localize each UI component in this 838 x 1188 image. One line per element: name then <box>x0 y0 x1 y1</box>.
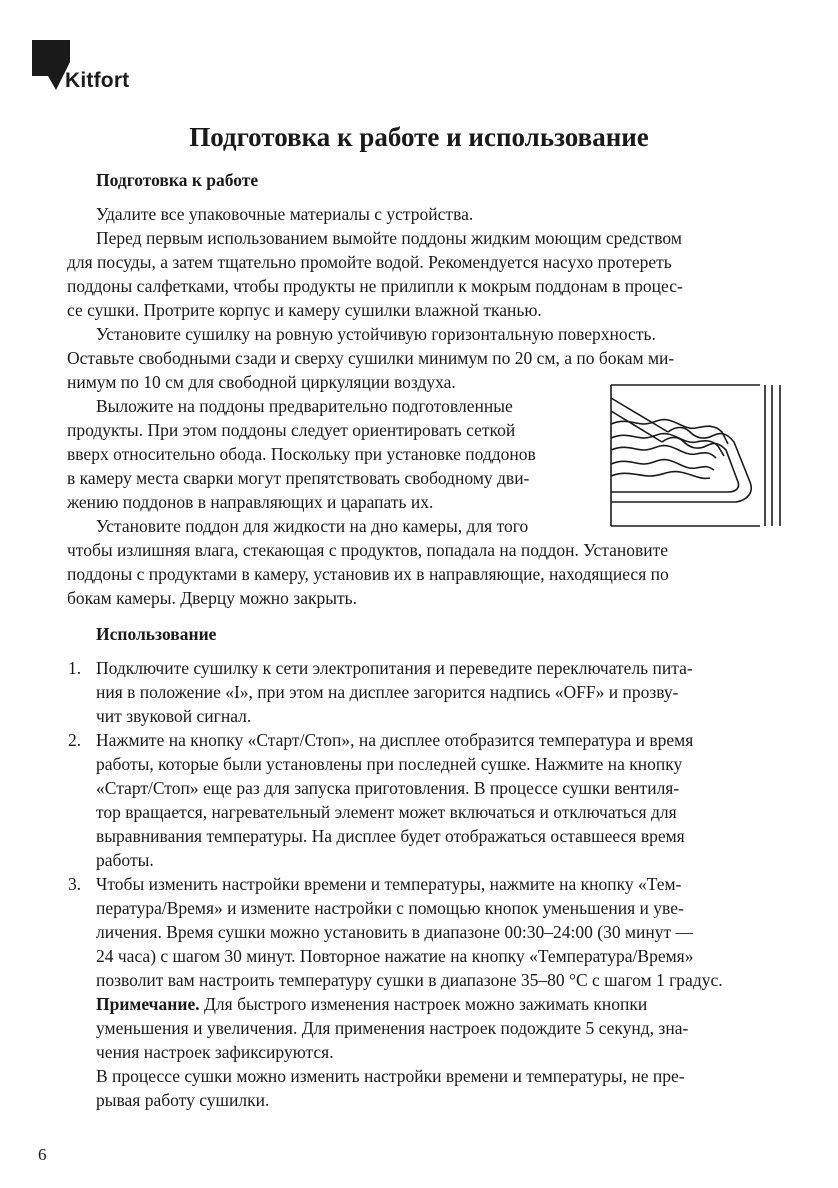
text-line: тор вращается, нагревательный элемент может включаться и отключаться для <box>96 802 677 822</box>
text-line: чения настроек зафиксируются. <box>96 1042 334 1062</box>
text-line: чит звуковой сигнал. <box>96 706 252 726</box>
tray-illustration <box>610 384 782 528</box>
text-line: се сушки. Протрите корпус и камеру сушилки влажной тканью. <box>67 300 542 320</box>
text-line: Установите сушилку на ровную устойчивую горизонтальную поверхность. <box>96 324 656 344</box>
text-line: пература/Время» и измените настройки с помощью кнопок уменьшения и уве- <box>96 898 684 918</box>
text-line: личения. Время сушки можно установить в диапазоне 00:30–24:00 (30 минут — <box>96 922 694 942</box>
text-line: Удалите все упаковочные материалы с устройства. <box>96 204 474 224</box>
use-list <box>68 656 786 1112</box>
list-number: 1. <box>68 658 82 678</box>
page-title: Подготовка к работе и использование <box>189 122 649 152</box>
text-line: для посуды, а затем тщательно промойте водой. Рекомендуется насухо протереть <box>67 252 672 272</box>
text-line: жению поддонов в направляющих и царапать их. <box>67 492 434 512</box>
text-line: позволит вам настроить температуру сушки в диапазоне 35–80 °С с шагом 1 градус. <box>96 970 723 990</box>
text-line: Подключите сушилку к сети электропитания и переведите переключатель пита- <box>96 658 693 678</box>
text-line: Выложите на поддоны предварительно подготовленные <box>96 396 513 416</box>
note-label: Примечание. <box>96 994 200 1014</box>
text-line: Нажмите на кнопку «Старт/Стоп», на дисплее отобразится температура и время <box>96 730 694 750</box>
text-line: работы. <box>96 850 154 870</box>
text-line: продукты. При этом поддоны следует ориентировать сеткой <box>67 420 516 440</box>
text-line: 24 часа) с шагом 30 минут. Повторное нажатие на кнопку «Температура/Время» <box>96 946 694 966</box>
note-text: Для быстрого изменения настроек можно зажимать кнопки <box>199 994 648 1014</box>
text-line: бокам камеры. Дверцу можно закрыть. <box>67 588 357 608</box>
text-line: «Старт/Стоп» еще раз для запуска приготовления. В процессе сушки вентиля- <box>96 778 680 798</box>
text-line: Оставьте свободными сзади и сверху сушилки минимум по 20 см, а по бокам ми- <box>67 348 675 368</box>
brand-name: Kitfort <box>65 69 130 92</box>
note-line <box>96 992 786 1016</box>
text-line: чтобы излишняя влага, стекающая с продуктов, попадала на поддон. Установите <box>67 540 669 560</box>
list-item <box>68 656 786 728</box>
use-heading: Использование <box>96 624 217 644</box>
text-line: поддоны салфетками, чтобы продукты не прилипли к мокрым поддонам в процес- <box>67 276 683 296</box>
text-line: уменьшения и увеличения. Для применения настроек подождите 5 секунд, зна- <box>96 1018 689 1038</box>
prep-heading: Подготовка к работе <box>96 170 259 190</box>
text-line: вверх относительно обода. Поскольку при установке поддонов <box>67 444 536 464</box>
text-line: Установите поддон для жидкости на дно камеры, для того <box>96 516 529 536</box>
text-line: работы, которые были установлены при последней сушке. Нажмите на кнопку <box>96 754 683 774</box>
text-line: ния в положение «I», при этом на дисплее загорится надпись «OFF» и прозву- <box>96 682 679 702</box>
text-line: рывая работу сушилки. <box>96 1090 270 1110</box>
page-number: 6 <box>38 1145 47 1164</box>
list-item <box>68 872 786 1112</box>
list-number: 3. <box>68 874 82 894</box>
text-line: выравнивания температуры. На дисплее будет отображаться оставшееся время <box>96 826 685 846</box>
list-item <box>68 728 786 872</box>
list-number: 2. <box>68 730 82 750</box>
text-line: Перед первым использованием вымойте поддоны жидким моющим средством <box>96 228 682 248</box>
text-line: В процессе сушки можно изменить настройки времени и температуры, не пре- <box>96 1066 685 1086</box>
text-line: нимум по 10 см для свободной циркуляции воздуха. <box>67 372 456 392</box>
text-line: в камеру места сварки могут препятствовать свободному дви- <box>67 468 530 488</box>
text-line: Чтобы изменить настройки времени и температуры, нажмите на кнопку «Тем- <box>96 874 682 894</box>
text-line: поддоны с продуктами в камеру, установив их в направляющие, находящиеся по <box>67 564 669 584</box>
